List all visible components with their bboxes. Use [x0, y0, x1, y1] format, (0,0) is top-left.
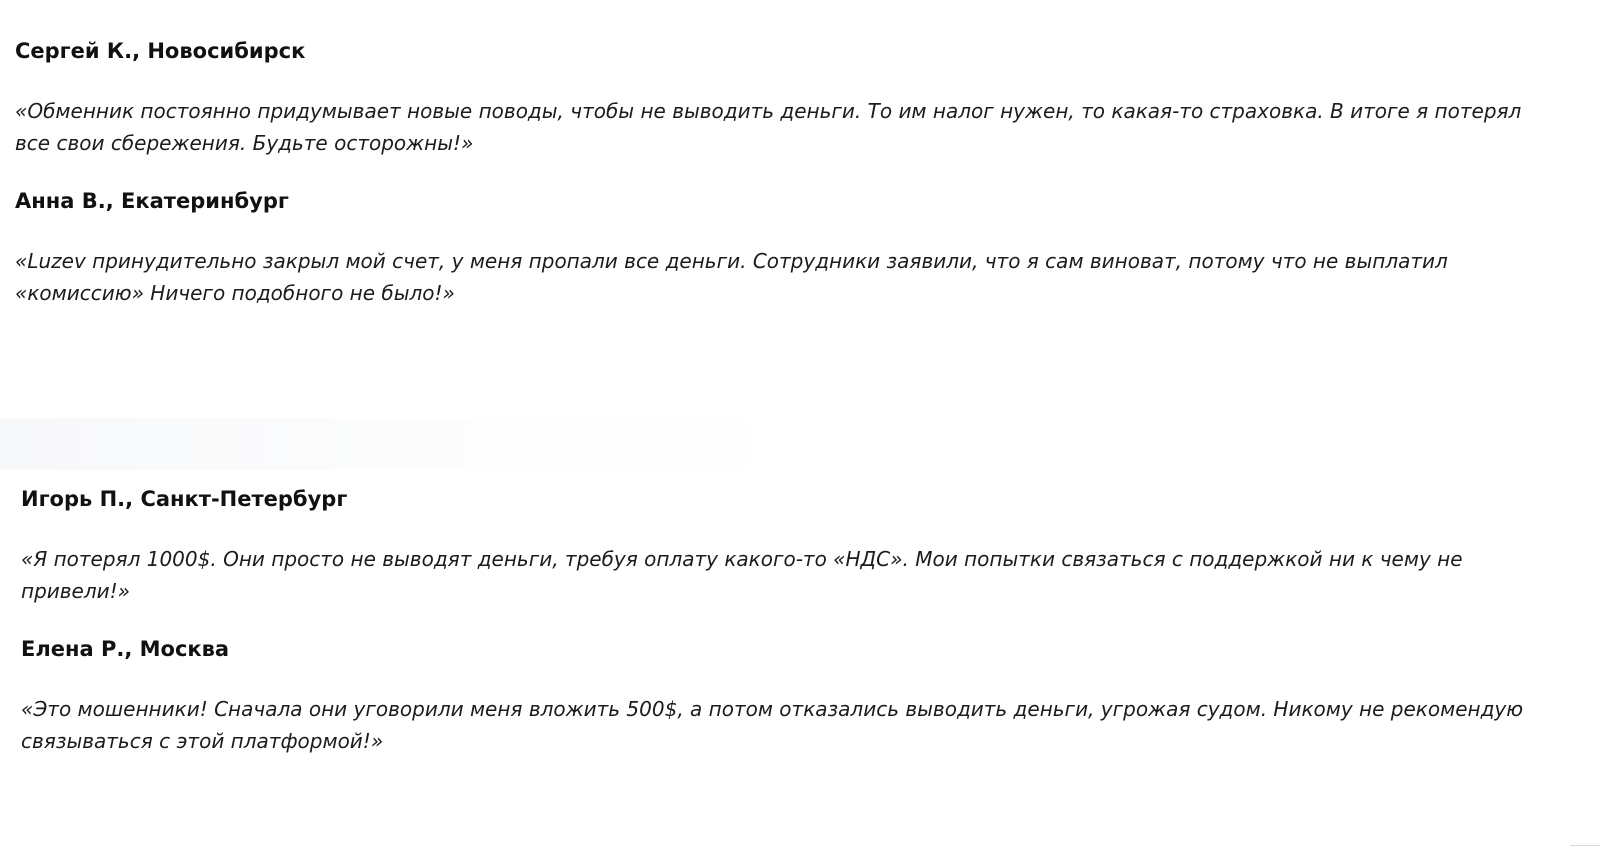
reviews-group-1 — [15, 36, 1585, 309]
review-author: Сергей К., Новосибирск — [15, 39, 306, 63]
review-text: «Luzev принудительно закрыл мой счет, у меня пропали все деньги. Сотрудники заявили, что я сам виноват, потому что не выплатил «комиссию» Ничего подобного не было!» — [15, 249, 1448, 305]
background-band — [0, 418, 800, 470]
review-text: «Это мошенники! Сначала они уговорили меня вложить 500$, а потом отказались выводить деньги, угрожая судом. Никому не рекомендую связываться с этой платформой!» — [21, 697, 1524, 753]
review-item — [15, 186, 1585, 309]
review-item — [21, 484, 1591, 607]
review-author: Игорь П., Санкт-Петербург — [21, 487, 348, 511]
review-item — [21, 634, 1591, 757]
review-author: Анна В., Екатеринбург — [15, 189, 289, 213]
review-author: Елена Р., Москва — [21, 637, 230, 661]
divider — [1570, 845, 1600, 846]
review-text: «Я потерял 1000$. Они просто не выводят деньги, требуя оплату какого-то «НДС». Мои попытки связаться с поддержкой ни к чему не привели!» — [21, 547, 1463, 603]
review-text: «Обменник постоянно придумывает новые поводы, чтобы не выводить деньги. То им налог нужен, то какая-то страховка. В итоге я потерял все свои сбережения. Будьте осторожны!» — [15, 99, 1522, 155]
review-item — [15, 36, 1585, 159]
reviews-group-2 — [21, 484, 1591, 757]
